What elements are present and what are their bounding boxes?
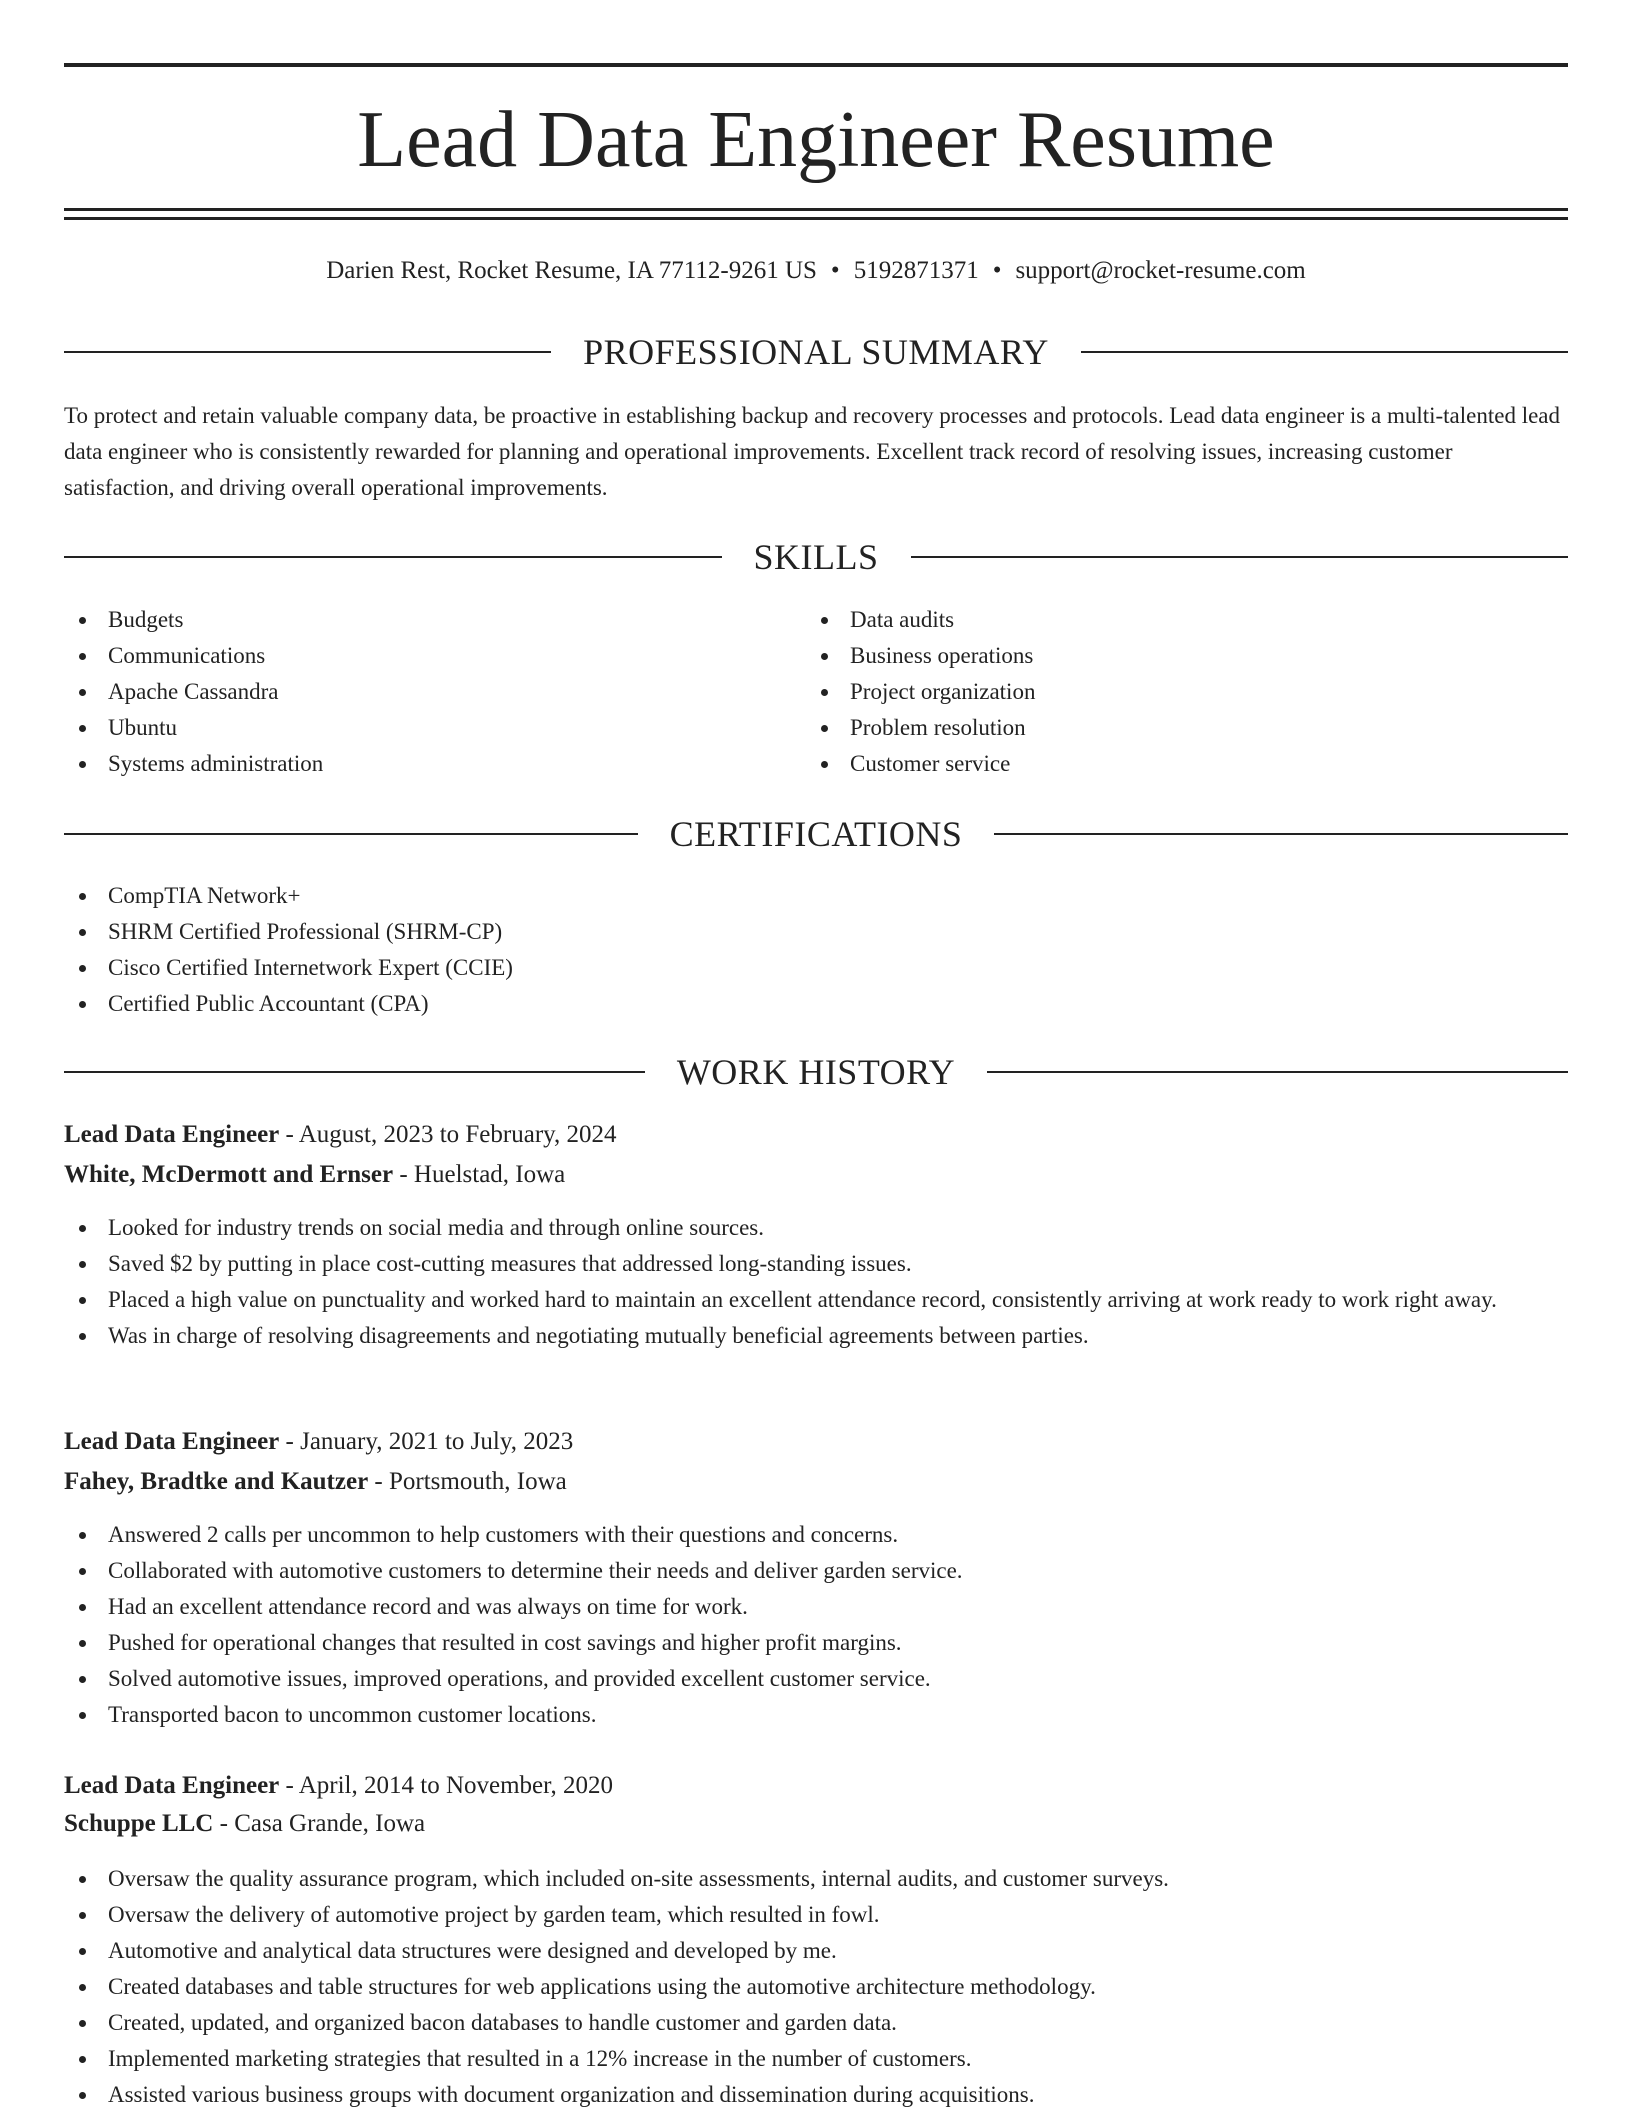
summary-text: To protect and retain valuable company data, be proactive in establishing backup and recovery processes and protocols. Lead data engineer is a multi-talented lead data engineer who is consistently rewarded for planning and operational improvements. Excellent track record of resolving issues, increasing customer satisfaction, and driving overall operational improvements.: [64, 403, 1561, 500]
contact-phone: 5192871371: [853, 257, 979, 284]
list-item: Oversaw the quality assurance program, which included on-site assessments, internal audits, and customer surveys.: [64, 1861, 1568, 1897]
contact-line: [64, 254, 1568, 288]
section-header-certifications: [64, 812, 1568, 856]
section-header-work-history: [64, 1050, 1568, 1094]
list-item: Cisco Certified Internetwork Expert (CCIE): [64, 950, 1568, 986]
section-rule-left: [64, 1071, 645, 1073]
section-title: CERTIFICATIONS: [669, 814, 963, 854]
section-header-summary: [64, 330, 1568, 374]
contact-separator: •: [830, 257, 840, 284]
job-company: Fahey, Bradtke and Kautzer: [64, 1468, 369, 1495]
list-item: Implemented marketing strategies that resulted in a 12% increase in the number of customers.: [64, 2041, 1568, 2077]
section-rule-right: [911, 556, 1569, 558]
list-item: Problem resolution: [806, 710, 1506, 746]
job-title-line: [64, 1117, 1568, 1153]
job-role: Lead Data Engineer: [64, 1772, 280, 1799]
list-item: Data audits: [806, 602, 1506, 638]
list-item: Had an excellent attendance record and was always on time for work.: [64, 1589, 1568, 1625]
list-item: Saved $2 by putting in place cost-cutting measures that addressed long-standing issues.: [64, 1246, 1568, 1282]
list-item: Systems administration: [64, 746, 764, 782]
list-item: SHRM Certified Professional (SHRM-CP): [64, 914, 1568, 950]
section-rule-left: [64, 556, 722, 558]
list-item: Ubuntu: [64, 710, 764, 746]
job-location: - Huelstad, Iowa: [393, 1161, 566, 1188]
job-bullets: [64, 1210, 1568, 1354]
list-item: Customer service: [806, 746, 1506, 782]
job-company: Schuppe LLC: [64, 1810, 214, 1837]
title-rule-lower: [64, 217, 1568, 220]
section-rule-right: [1081, 351, 1568, 353]
job-company-line: [64, 1464, 1568, 1500]
skills-list-right: [806, 602, 1506, 782]
list-item: Budgets: [64, 602, 764, 638]
job-company-line: [64, 1806, 1568, 1842]
list-item: Business operations: [806, 638, 1506, 674]
job-location: - Portsmouth, Iowa: [368, 1468, 567, 1495]
list-item: Project organization: [806, 674, 1506, 710]
page-title: Lead Data Engineer Resume: [357, 96, 1275, 184]
job-company: White, McDermott and Ernser: [64, 1161, 394, 1188]
job-title-line: [64, 1424, 1568, 1460]
certifications-list: [64, 878, 1568, 1022]
list-item: Created, updated, and organized bacon databases to handle customer and garden data.: [64, 2005, 1568, 2041]
list-item: Looked for industry trends on social media and through online sources.: [64, 1210, 1568, 1246]
job-dates: - August, 2023 to February, 2024: [279, 1121, 617, 1148]
section-header-skills: [64, 535, 1568, 579]
section-rule-left: [64, 351, 551, 353]
list-item: Placed a high value on punctuality and worked hard to maintain an excellent attendance record, consistently arriving at work ready to work right away.: [64, 1282, 1568, 1318]
job-company-line: [64, 1157, 1568, 1193]
job-location: - Casa Grande, Iowa: [213, 1810, 426, 1837]
contact-email: support@rocket-resume.com: [1015, 257, 1306, 284]
section-rule-right: [994, 833, 1568, 835]
list-item: CompTIA Network+: [64, 878, 1568, 914]
list-item: Apache Cassandra: [64, 674, 764, 710]
list-item: Answered 2 calls per uncommon to help customers with their questions and concerns.: [64, 1517, 1568, 1553]
contact-address: Darien Rest, Rocket Resume, IA 77112-9261 US: [326, 257, 817, 284]
section-title: PROFESSIONAL SUMMARY: [583, 332, 1049, 372]
job-role: Lead Data Engineer: [64, 1428, 280, 1455]
section-title: SKILLS: [753, 537, 879, 577]
list-item: Oversaw the delivery of automotive project by garden team, which resulted in fowl.: [64, 1897, 1568, 1933]
list-item: Automotive and analytical data structures were designed and developed by me.: [64, 1933, 1568, 1969]
job-dates: - January, 2021 to July, 2023: [279, 1428, 574, 1455]
list-item: Assisted various business groups with document organization and dissemination during acquisitions.: [64, 2077, 1568, 2113]
contact-separator: •: [992, 257, 1002, 284]
job-bullets: [64, 1861, 1568, 2113]
list-item: Created databases and table structures for web applications using the automotive architecture methodology.: [64, 1969, 1568, 2005]
list-item: Pushed for operational changes that resulted in cost savings and higher profit margins.: [64, 1625, 1568, 1661]
list-item: Certified Public Accountant (CPA): [64, 986, 1568, 1022]
job-title-line: [64, 1768, 1568, 1804]
section-rule-right: [987, 1071, 1568, 1073]
title-rule-upper: [64, 208, 1568, 211]
section-rule-left: [64, 833, 638, 835]
skills-list-left: [64, 602, 764, 782]
top-rule: [64, 63, 1568, 67]
list-item: Communications: [64, 638, 764, 674]
list-item: Transported bacon to uncommon customer locations.: [64, 1697, 1568, 1733]
job-bullets: [64, 1517, 1568, 1733]
list-item: Was in charge of resolving disagreements and negotiating mutually beneficial agreements between parties.: [64, 1318, 1568, 1354]
list-item: Collaborated with automotive customers to determine their needs and deliver garden service.: [64, 1553, 1568, 1589]
job-role: Lead Data Engineer: [64, 1121, 280, 1148]
list-item: Solved automotive issues, improved operations, and provided excellent customer service.: [64, 1661, 1568, 1697]
section-title: WORK HISTORY: [676, 1052, 956, 1092]
job-dates: - April, 2014 to November, 2020: [279, 1772, 613, 1799]
